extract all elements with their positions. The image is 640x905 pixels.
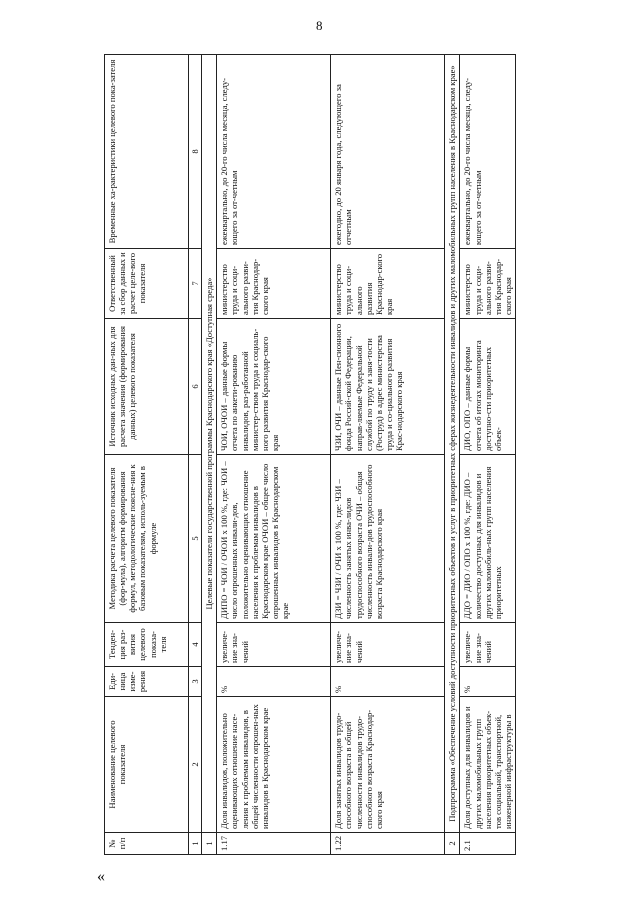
row-number: 1.22 [331,833,445,855]
trend: увеличе-ние зна-чений [331,623,445,667]
col-number: 5 [189,455,202,623]
source: ДИО, ОПО – данные формы отчета об итогах мониторинга доступно-сти приоритетных объек- [460,319,516,455]
page-number: 8 [316,18,323,33]
header-name: Наименование целевого показателя [105,697,189,833]
header-source: Источник исходных дан-ных для расчета значения (формирования данных) целевого показателя [105,319,189,455]
responsible: министерство труда и соци-ального разви-тия Краснодар-ского края [217,249,331,319]
responsible: министерство труда и соци-ального развития Краснодар-ского края [331,249,445,319]
method: ДИПО = ЧОИ / ОЧОИ x 100 %, где: ЧОИ – число опрошенных инвали-дов, положительно оценивающих отношение населения к проблемам инвалидов в Краснодарском крае ОЧОИ – общее число опрошенных инвалидов в Краснодарском крае [217,455,331,623]
rotated-table-wrapper [104,55,590,855]
responsible: министерство труда и соци-ального разви-тия Краснодар-ского края [460,249,516,319]
row-number: 2.1 [460,833,516,855]
header-timing: Временные ха-рактеристики целевого пока-зателя [105,55,189,249]
section-title: Целевые показатели государственной программы Краснодарского края «Доступная среда» [202,55,217,833]
timing: ежеквартально, до 20-го числа месяца, следу-ющего за от-четным [460,55,516,249]
col-number: 3 [189,667,202,697]
trend: увеличе-ние зна-чений [217,623,331,667]
method: ДЗИ = ЧЗИ / ОЧИ x 100 %, где: ЧЗИ – численность занятых инва-лидов трудоспособного возраста ОЧИ – общая численность инвали-дов трудоспособного возраста Краснодарского края [331,455,445,623]
col-number: 7 [189,249,202,319]
indicator-name: Доля занятых инвалидов трудо-способного возраста в общей численности инвалидов трудо-способного возраста Краснодар-ского края [331,697,445,833]
method: ДДО = ДИО / ОПО x 100 %, где: ДИО – количество доступных для инвалидов и других маломобиль-ных групп населения приоритетных [460,455,516,623]
trend: увеличе-ние зна-чений [460,623,516,667]
section-row [445,55,460,855]
section-number: 1 [202,833,217,855]
table-row [331,55,445,855]
source: ЧОИ, ОЧОИ – данные формы отчета по анкети-рованию инвалидов, раз-работанной министер-ством труда и социаль-ного развития Краснодар-ского края [217,319,331,455]
unit: % [331,667,445,697]
header-method: Методика расчета целевого показателя (фор-мула), алгоритм формирования формул, методологические поясне-ния к базовым показателям, исполь-зуемым в формуле [105,455,189,623]
table-row [460,55,516,855]
indicator-name: Доля инвалидов, положительно оценивающих отношение насе-ления к проблемам инвалидов, в общей численности опрошен-ных инвалидов в Краснодарском крае [217,697,331,833]
section-title: Подпрограмма «Обеспечение условий доступности приоритетных объектов и услуг в приоритетных сферах жизнедеятельности инвалидов и других маломобильных групп населения в Краснодарском крае» [445,55,460,833]
header-num: № п/п [105,833,189,855]
table-row [217,55,331,855]
header-unit: Еди-ница изме-рения [105,667,189,697]
column-number-row [189,55,202,855]
unit: % [460,667,516,697]
col-number: 6 [189,319,202,455]
section-number: 2 [445,833,460,855]
col-number: 4 [189,623,202,667]
header-trend: Тенден-ция раз-вития целевого показа-теля [105,623,189,667]
opening-quote-mark: « [97,868,105,885]
unit: % [217,667,331,697]
section-row [202,55,217,855]
col-number: 2 [189,697,202,833]
timing: ежегодно, до 20 января года, следующего за отчетным [331,55,445,249]
row-number: 1.17 [217,833,331,855]
col-number: 1 [189,833,202,855]
timing: ежеквартально, до 20-го числа месяца, следу-ющего за от-четным [217,55,331,249]
indicators-table [104,54,516,855]
source: ЧЗИ, ОЧИ – данные Пен-сионного фонда Россий-ской Федерации, направ-ляемые Федеральной службой по труду и заня-тости (Роструд) в адрес министерства труда и со-циального развития Крас-нодарского края [331,319,445,455]
indicator-name: Доля доступных для инвалидов и других маломобильных групп населения приоритетных объек-тов социальной, транспортной, инженерной инфраструктуры в [460,697,516,833]
header-responsible: Ответственный за сбор данных и расчет целе-вого показателя [105,249,189,319]
header-row [105,55,189,855]
col-number: 8 [189,55,202,249]
